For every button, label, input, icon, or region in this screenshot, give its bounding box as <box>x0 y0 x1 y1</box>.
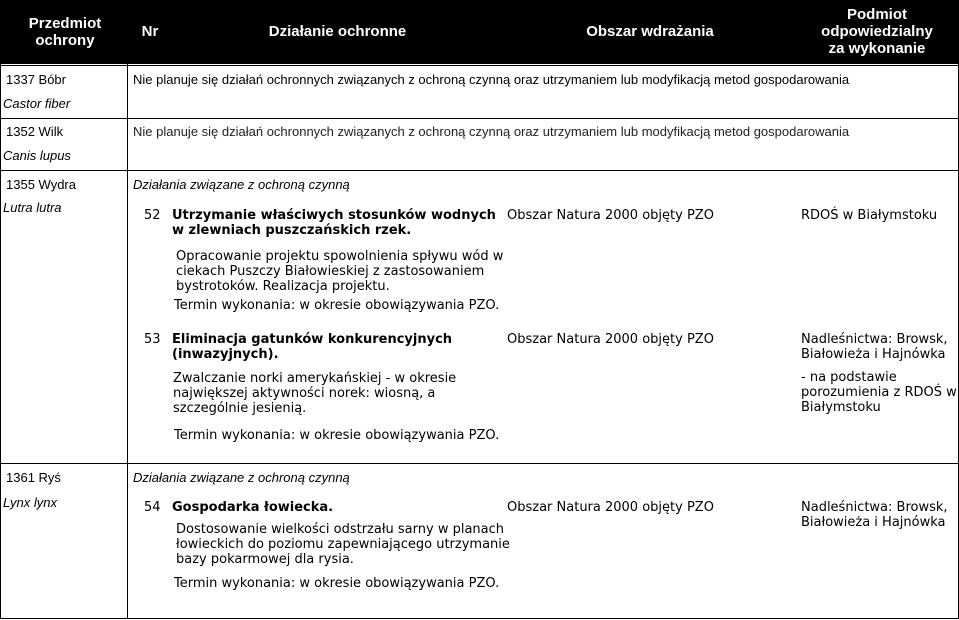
action-description: Opracowanie projektu spowolnienia spływu wód w ciekach Puszczy Białowieskiej z zastosowaniem bystrotoków. Realizacja projektu. <box>176 249 504 294</box>
row-divider <box>0 618 959 619</box>
column-divider <box>0 63 1 619</box>
species-latin: Canis lupus <box>3 148 71 163</box>
action-description: Zwalczanie norki amerykańskiej - w okresie największej aktywności norek: wiosną, a szczególnie jesienią. <box>173 371 457 416</box>
header-species: Przedmiot ochrony <box>28 14 102 49</box>
header-action: Działanie ochronne <box>268 23 407 40</box>
action-title: Eliminacja gatunków konkurencyjnych (inwazyjnych). <box>172 332 453 362</box>
table-header <box>0 0 959 63</box>
action-term: Termin wykonania: w okresie obowiązywania PZO. <box>174 428 500 443</box>
species-name: 1361 Ryś <box>6 470 61 485</box>
action-title: Utrzymanie właściwych stosunków wodnych w zlewniach puszczańskich rzek. <box>172 208 496 238</box>
action-area: Obszar Natura 2000 objęty PZO <box>507 500 714 515</box>
row-divider <box>0 170 959 171</box>
action-title: Gospodarka łowiecka. <box>172 500 334 515</box>
species-name: 1355 Wydra <box>6 177 76 192</box>
species-latin: Lynx lynx <box>3 495 57 510</box>
action-term: Termin wykonania: w okresie obowiązywania PZO. <box>174 298 500 313</box>
column-divider <box>127 63 128 619</box>
action-area: Obszar Natura 2000 objęty PZO <box>507 208 714 223</box>
action-nr: 54 <box>144 500 161 515</box>
action-nr: 52 <box>144 208 161 223</box>
row-divider <box>0 118 959 119</box>
action-nr: 53 <box>144 332 161 347</box>
row-divider <box>0 65 959 66</box>
row-note: Nie planuje się działań ochronnych związanych z ochroną czynną oraz utrzymaniem lub modyfikacją metod gospodarowania <box>133 72 850 87</box>
species-name: 1337 Bóbr <box>6 72 66 87</box>
section-title: Działania związane z ochroną czynną <box>133 177 350 192</box>
species-name: 1352 Wilk <box>6 124 64 139</box>
row-divider <box>0 463 959 464</box>
action-area: Obszar Natura 2000 objęty PZO <box>507 332 714 347</box>
header-area: Obszar wdrażania <box>586 23 714 40</box>
species-latin: Lutra lutra <box>3 200 62 215</box>
action-responsible-note: - na podstawie porozumienia z RDOŚ w Białymstoku <box>801 370 957 415</box>
species-latin: Castor fiber <box>3 96 71 111</box>
row-note: Nie planuje się działań ochronnych związanych z ochroną czynną oraz utrzymaniem lub modyfikacją metod gospodarowania <box>133 124 850 139</box>
row-divider <box>0 63 959 64</box>
header-responsible: Podmiot odpowiedzialny za wykonanie <box>821 6 933 57</box>
action-description: Dostosowanie wielkości odstrzału sarny w planach łowieckich do poziomu zapewniającego utrzymanie bazy pokarmowej dla rysia. <box>176 522 510 567</box>
action-term: Termin wykonania: w okresie obowiązywania PZO. <box>174 576 500 591</box>
action-responsible: Nadleśnictwa: Browsk, Białowieża i Hajnówka <box>801 332 948 362</box>
action-responsible: RDOŚ w Białymstoku <box>801 208 938 223</box>
section-title: Działania związane z ochroną czynną <box>133 470 350 485</box>
header-nr: Nr <box>141 23 159 40</box>
action-responsible: Nadleśnictwa: Browsk, Białowieża i Hajnówka <box>801 500 948 530</box>
